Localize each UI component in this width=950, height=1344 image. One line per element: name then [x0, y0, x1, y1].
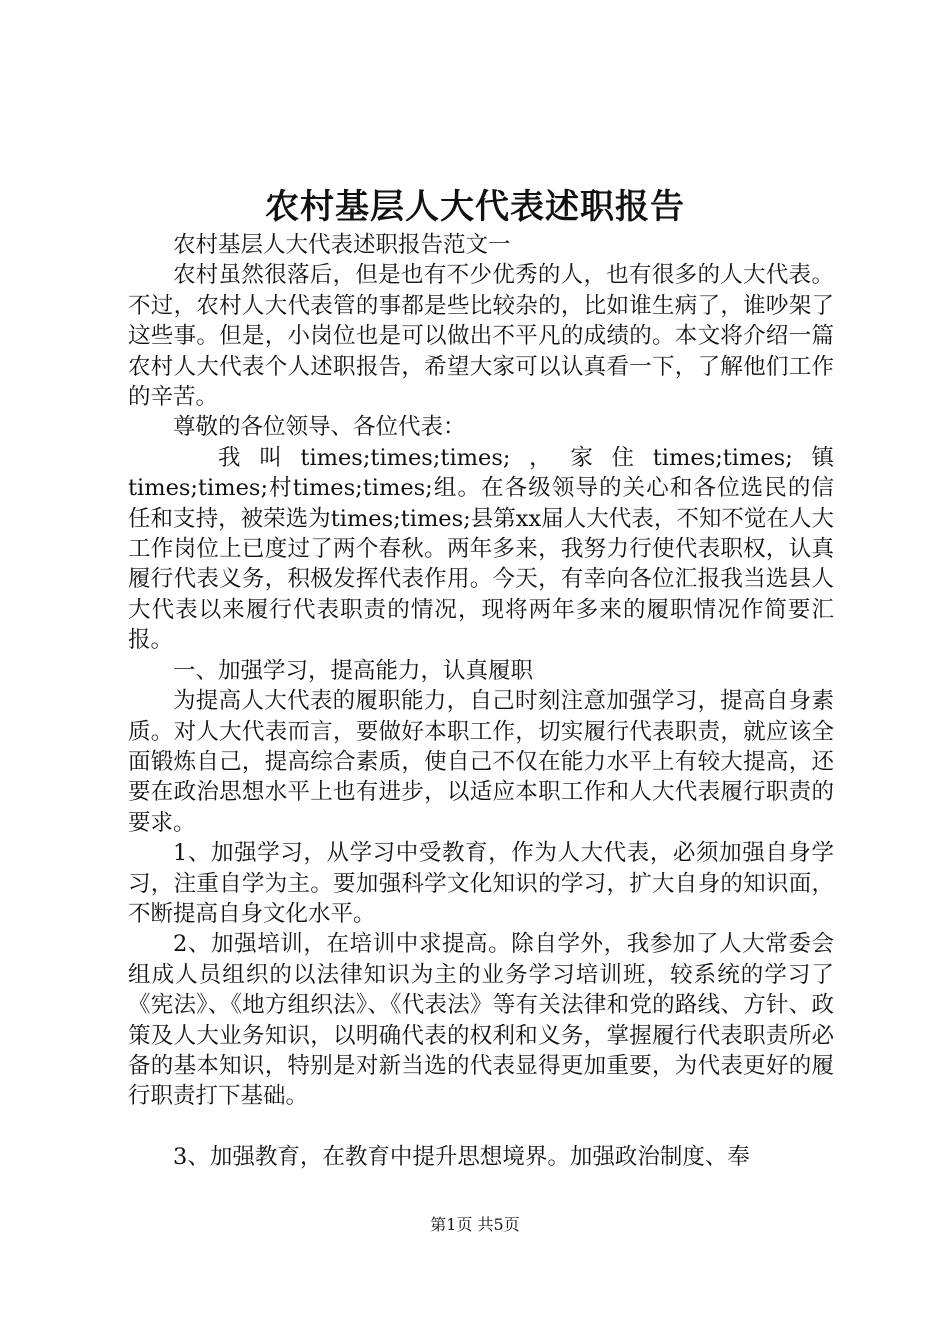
- page-footer: 第1页 共5页: [430, 1215, 520, 1234]
- paragraph-item-2: 2、加强培训，在培训中求提高。除自学外，我参加了人大常委会组成人员组织的以法律知识为主的业务学习培训班，较系统的学习了《宪法》、《地方组织法》、《代表法》等有关法律和党的路线、方针、政策及人大业务知识，以明确代表的权利和义务，掌握履行代表职责所必备的基本知识，特别是对新当选的代表显得更加重要，为代表更好的履行职责打下基础。: [128, 931, 834, 1110]
- paragraph-item-1: 1、加强学习，从学习中受教育，作为人大代表，必须加强自身学习，注重自学为主。要加强科学文化知识的学习，扩大自身的知识面，不断提高自身文化水平。: [128, 840, 834, 927]
- document-title: 农村基层人大代表述职报告: [265, 187, 685, 227]
- paragraph-item-3: 3、加强教育，在教育中提升思想境界。加强政治制度、奉: [173, 1143, 750, 1170]
- paragraph-gap: [128, 1112, 834, 1142]
- paragraph-intro: 农村虽然很落后，但是也有不少优秀的人，也有很多的人大代表。不过，农村人大代表管的事都是些比较杂的，比如谁生病了，谁吵架了这些事。但是，小岗位也是可以做出不平凡的成绩的。本文将介绍一篇农村人大代表个人述职报告，希望大家可以认真看一下，了解他们工作的辛苦。: [128, 262, 834, 411]
- document-body: [128, 230, 834, 1172]
- paragraph-section-1-body: 为提高人大代表的履职能力，自己时刻注意加强学习，提高自身素质。对人大代表而言，要做好本职工作，切实履行代表职责，就应该全面锻炼自己，提高综合素质，使自己不仅在能力水平上有较大提高，还要在政治思想水平上也有进步，以适应本职工作和人大代表履行职责的要求。: [128, 688, 834, 836]
- paragraph-subtitle: 农村基层人大代表述职报告范文一: [173, 232, 511, 258]
- section-heading-1: 一、加强学习，提高能力，认真履职: [173, 657, 534, 684]
- paragraph-self-introduction: 我叫times;times;times;，家住times;times;镇times;times;村times;times;组。在各级领导的关心和各位选民的信任和支持，被荣选为times;times;县第xx届人大代表，不知不觉在人大工作岗位上已度过了两个春秋。两年多来，我努力行使代表职权，认真履行代表义务，积极发挥代表作用。今天，有幸向各位汇报我当选县人大代表以来履行代表职责的情况，现将两年多来的履职情况作简要汇报。: [128, 444, 834, 654]
- paragraph-salutation: 尊敬的各位领导、各位代表：: [173, 414, 466, 441]
